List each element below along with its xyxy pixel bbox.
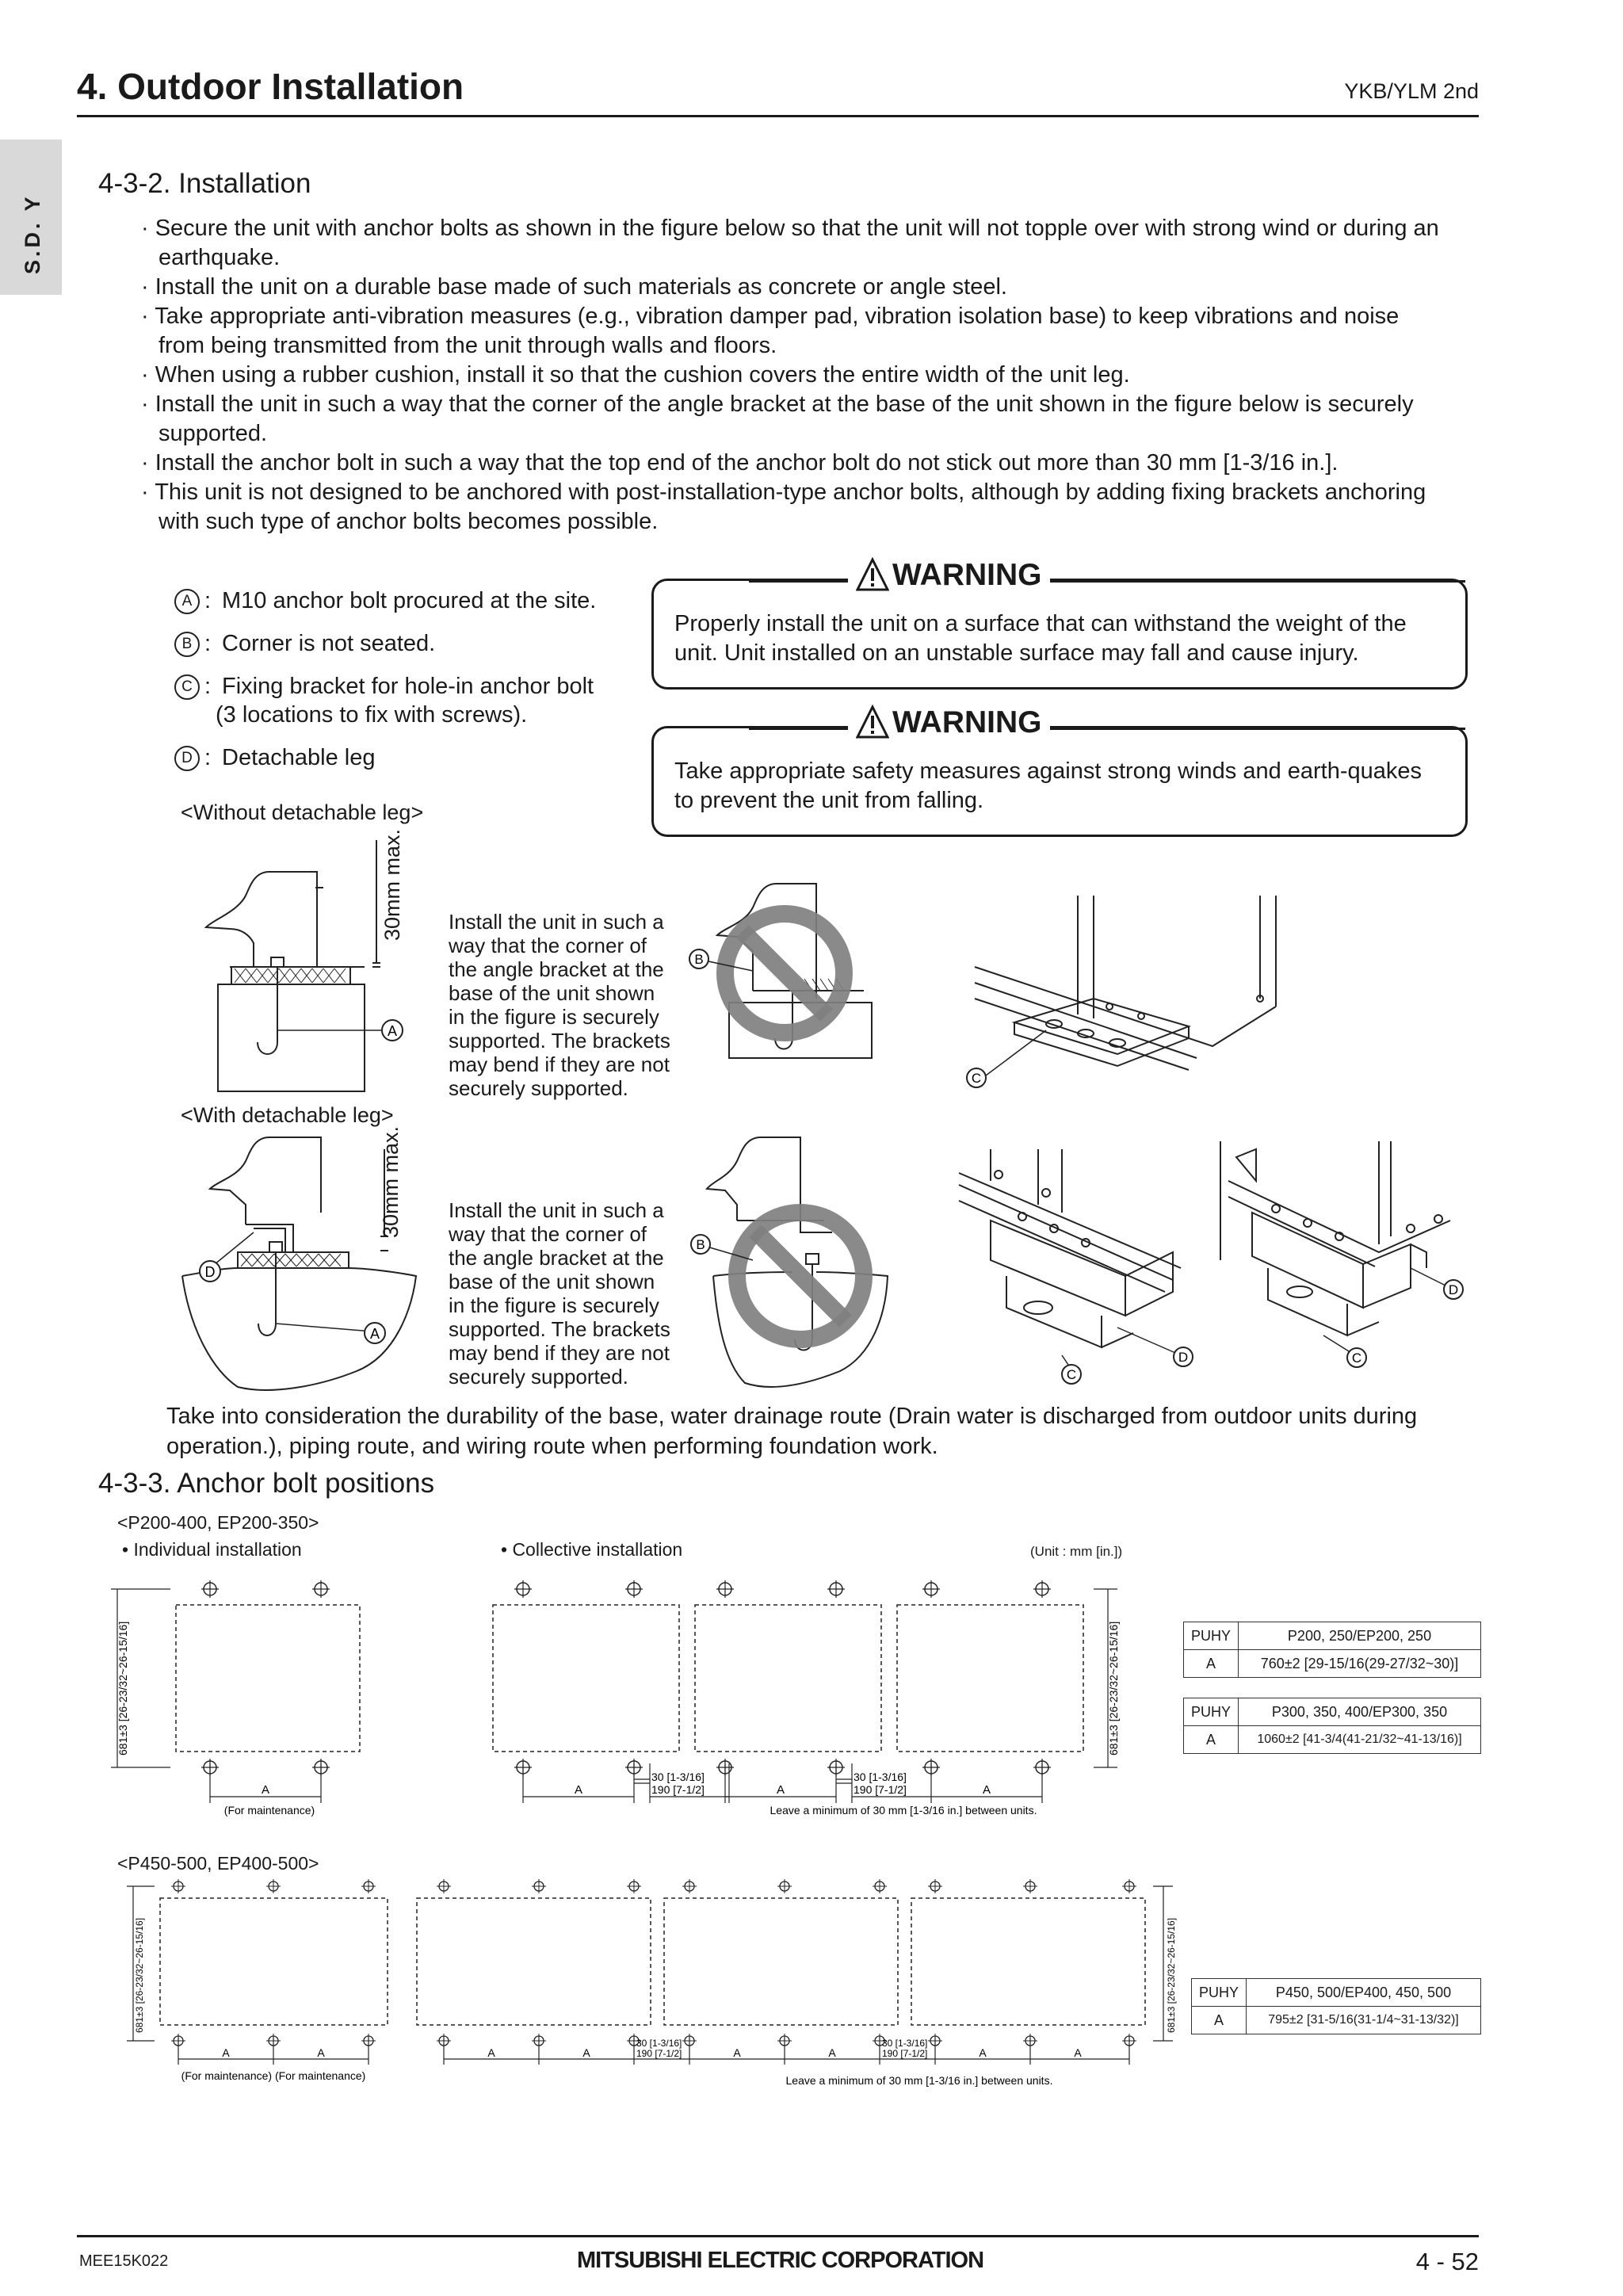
- maintenance-label: (For maintenance): [223, 1804, 315, 1817]
- depth-label: 681±3 [26-23/32~26-15/16]: [1166, 1917, 1177, 2033]
- legend-text: Corner is not seated.: [222, 631, 436, 656]
- header-rule: [77, 115, 1479, 117]
- unit-label: (Unit : mm [in.]): [1030, 1544, 1123, 1559]
- dim-a: A: [982, 1783, 991, 1797]
- legend-text: Fixing bracket for hole-in anchor bolt: [222, 674, 594, 699]
- note-line: securely supported.: [449, 1076, 628, 1100]
- bullet-item: · When using a rubber cushion, install it so that the cushion covers the entire width of the unit leg.: [141, 362, 1130, 388]
- min-gap-note: Leave a minimum of 30 mm [1-3/16 in.] between units.: [769, 1804, 1037, 1817]
- table-cell: P300, 350, 400/EP300, 350: [1239, 1698, 1481, 1726]
- side-tab: [0, 139, 62, 295]
- dim-a: A: [828, 2046, 836, 2059]
- gap-bottom-label: 190 [7-1/2]: [651, 1783, 705, 1796]
- dim-label: 30mm max.: [380, 828, 404, 941]
- puhy-table-1: [1183, 1622, 1481, 1678]
- callout-c: C: [1066, 1367, 1077, 1382]
- table-cell: PUHY: [1192, 1979, 1247, 2007]
- individual-label: • Individual installation: [122, 1539, 302, 1560]
- dim-a: A: [582, 2046, 590, 2059]
- table-cell: 795±2 [31-5/16(31-1/4~31-13/32)]: [1247, 2007, 1481, 2034]
- gap-bottom-label: 190 [7-1/2]: [882, 2048, 928, 2059]
- warning-icon: [856, 557, 889, 592]
- note-line: securely supported.: [449, 1365, 628, 1389]
- gap-bottom-label: 190 [7-1/2]: [636, 2048, 682, 2059]
- side-tab-label: S.D. Y: [21, 193, 44, 274]
- warning-icon: [856, 705, 889, 739]
- legend-key: C: [174, 674, 200, 700]
- note-line: in the figure is securely: [449, 1293, 659, 1317]
- table-cell: 1060±2 [41-3/4(41-21/32~41-13/16)]: [1239, 1726, 1481, 1754]
- legend-text-cont: (3 locations to fix with screws).: [216, 702, 528, 728]
- legend-item: B : Corner is not seated.: [174, 629, 650, 658]
- dim-a: A: [1074, 2046, 1082, 2059]
- min-gap-note: Leave a minimum of 30 mm [1-3/16 in.] between units.: [785, 2074, 1053, 2087]
- note-line: the angle bracket at the: [449, 957, 664, 981]
- gap-bottom-label: 190 [7-1/2]: [854, 1783, 907, 1796]
- callout-a: A: [387, 1023, 398, 1039]
- note-line: in the figure is securely: [449, 1005, 659, 1029]
- collective-label: • Collective installation: [501, 1539, 683, 1560]
- prohibited-diagram-without-leg: [682, 880, 919, 1062]
- bullet-item: · Install the unit in such a way that the corner of the angle bracket at the base of the unit shown in the figure below is securely supported.: [141, 392, 1414, 446]
- note-line: way that the corner of: [449, 934, 647, 957]
- install-note: [449, 910, 702, 1100]
- model-label: YKB/YLM 2nd: [1344, 79, 1479, 103]
- note-line: supported. The brackets: [449, 1317, 670, 1341]
- legend-text: Detachable leg: [222, 745, 376, 770]
- legend-item: C : Fixing bracket for hole-in anchor bolt (3 locations to fix with screws).: [174, 672, 650, 729]
- table-cell: P200, 250/EP200, 250: [1239, 1622, 1481, 1650]
- bullet-list: [141, 214, 1449, 537]
- callout-c: C: [1351, 1350, 1362, 1366]
- dim-a: A: [979, 2046, 987, 2059]
- warning-box: [651, 557, 1468, 690]
- bullet-item: · Take appropriate anti-vibration measures (e.g., vibration damper pad, vibration isolation base) to keep vibrations and noise from being transmitted from the unit through walls and floors.: [141, 304, 1400, 358]
- fig-caption-without-leg: <Without detachable leg>: [181, 800, 424, 824]
- note-line: may bend if they are not: [449, 1341, 670, 1365]
- callout-b: B: [696, 1237, 705, 1252]
- doc-code: MEE15K022: [79, 2252, 169, 2270]
- gap-top-label: 30 [1-3/16]: [651, 1771, 705, 1783]
- bullet-item: · Install the anchor bolt in such a way that the top end of the anchor bolt do not stick out more than 30 mm [1-3/16 in.].: [141, 450, 1338, 476]
- bracket-isometric-1: [959, 888, 1292, 1102]
- group2-title: <P450-500, EP400-500>: [117, 1853, 319, 1874]
- note-line: may bend if they are not: [449, 1052, 670, 1076]
- foundation-note: Take into consideration the durability of the base, water drainage route (Drain water is discharged from outdoor units during operation.), piping route, and wiring route when performing foundation work.: [166, 1404, 1418, 1459]
- bullet-item: · Install the unit on a durable base made of such materials as concrete or angle steel.: [141, 274, 1007, 300]
- legend-key: D: [174, 746, 200, 771]
- callout-d: D: [1448, 1282, 1459, 1297]
- legend-key: B: [174, 632, 200, 657]
- dim-label: 30mm max.: [379, 1125, 403, 1238]
- note-line: supported. The brackets: [449, 1029, 670, 1052]
- warning-text: Take appropriate safety measures against strong winds and earth-quakes to prevent the unit from falling.: [674, 758, 1423, 813]
- bullet-item: · This unit is not designed to be anchored with post-installation-type anchor bolts, although by adding fixing brackets anchoring with such type of anchor bolts becomes possible.: [141, 479, 1426, 534]
- note-line: base of the unit shown: [449, 981, 655, 1005]
- warning-label: WARNING: [892, 557, 1042, 592]
- depth-label: 681±3 [26-23/32~26-15/16]: [116, 1621, 129, 1755]
- callout-a: A: [369, 1326, 380, 1342]
- depth-label: 681±3 [26-23/32~26-15/16]: [1107, 1621, 1120, 1755]
- dim-a: A: [574, 1783, 583, 1797]
- callout-b: B: [694, 952, 704, 967]
- gap-top-label: 30 [1-3/16]: [636, 2038, 682, 2049]
- warning-box: [651, 705, 1468, 837]
- table-cell: A: [1184, 1650, 1239, 1678]
- note-line: the angle bracket at the: [449, 1246, 664, 1270]
- table-cell: PUHY: [1184, 1622, 1239, 1650]
- note-line: Install the unit in such a: [449, 910, 664, 934]
- callout-d: D: [204, 1264, 216, 1280]
- dim-a: A: [487, 2046, 495, 2059]
- section-title-installation: 4-3-2. Installation: [98, 168, 311, 199]
- prohibited-diagram-with-leg: [682, 1133, 919, 1395]
- maintenance-label: (For maintenance) (For maintenance): [181, 2069, 366, 2082]
- group1-title: <P200-400, EP200-350>: [117, 1512, 319, 1533]
- dim-a: A: [776, 1783, 785, 1797]
- table-cell: 760±2 [29-15/16(29-27/32~30)]: [1239, 1650, 1481, 1678]
- table-cell: A: [1184, 1726, 1239, 1754]
- dim-a: A: [733, 2046, 741, 2059]
- page-number: 4 - 52: [1415, 2248, 1479, 2275]
- legend-item: D : Detachable leg: [174, 743, 650, 772]
- table-cell: PUHY: [1184, 1698, 1239, 1726]
- legend-item: A : M10 anchor bolt procured at the site.: [174, 586, 650, 615]
- dim-a: A: [261, 1783, 270, 1797]
- table-cell: P450, 500/EP400, 450, 500: [1247, 1979, 1481, 2007]
- page-title: 4. Outdoor Installation: [77, 66, 464, 107]
- warning-text: Properly install the unit on a surface that can withstand the weight of the unit. Unit installed on an unstable surface may fall and cause injury.: [674, 611, 1407, 666]
- legend-key: A: [174, 589, 200, 614]
- fig-caption-with-leg: <With detachable leg>: [181, 1103, 394, 1127]
- dim-a: A: [222, 2046, 230, 2059]
- puhy-table-2: [1183, 1698, 1481, 1754]
- gap-top-label: 30 [1-3/16]: [882, 2038, 928, 2049]
- table-cell: A: [1192, 2007, 1247, 2034]
- section-title-anchor-positions: 4-3-3. Anchor bolt positions: [98, 1468, 435, 1499]
- warning-label: WARNING: [892, 705, 1042, 739]
- install-note: [449, 1198, 702, 1389]
- footer-rule: [77, 2235, 1479, 2237]
- anchor-layout-group2: [127, 1878, 1189, 2092]
- bracket-isometric-2: [943, 1125, 1228, 1387]
- note-line: base of the unit shown: [449, 1270, 655, 1293]
- dim-a: A: [317, 2046, 325, 2059]
- note-line: way that the corner of: [449, 1222, 647, 1246]
- bracket-isometric-3: [1220, 1125, 1482, 1387]
- legend-text: M10 anchor bolt procured at the site.: [222, 588, 597, 613]
- puhy-table-3: [1191, 1978, 1481, 2034]
- callout-d: D: [1178, 1350, 1189, 1365]
- depth-label: 681±3 [26-23/32~26-15/16]: [134, 1917, 145, 2033]
- company-name: MITSUBISHI ELECTRIC CORPORATION: [577, 2248, 984, 2273]
- anchor-layout-group1: [111, 1573, 1173, 1819]
- gap-top-label: 30 [1-3/16]: [854, 1771, 907, 1783]
- legend: [174, 586, 650, 786]
- bullet-item: · Secure the unit with anchor bolts as shown in the figure below so that the unit will not topple over with strong wind or during an earthquake.: [141, 216, 1439, 270]
- note-line: Install the unit in such a: [449, 1198, 664, 1222]
- callout-c: C: [971, 1071, 982, 1086]
